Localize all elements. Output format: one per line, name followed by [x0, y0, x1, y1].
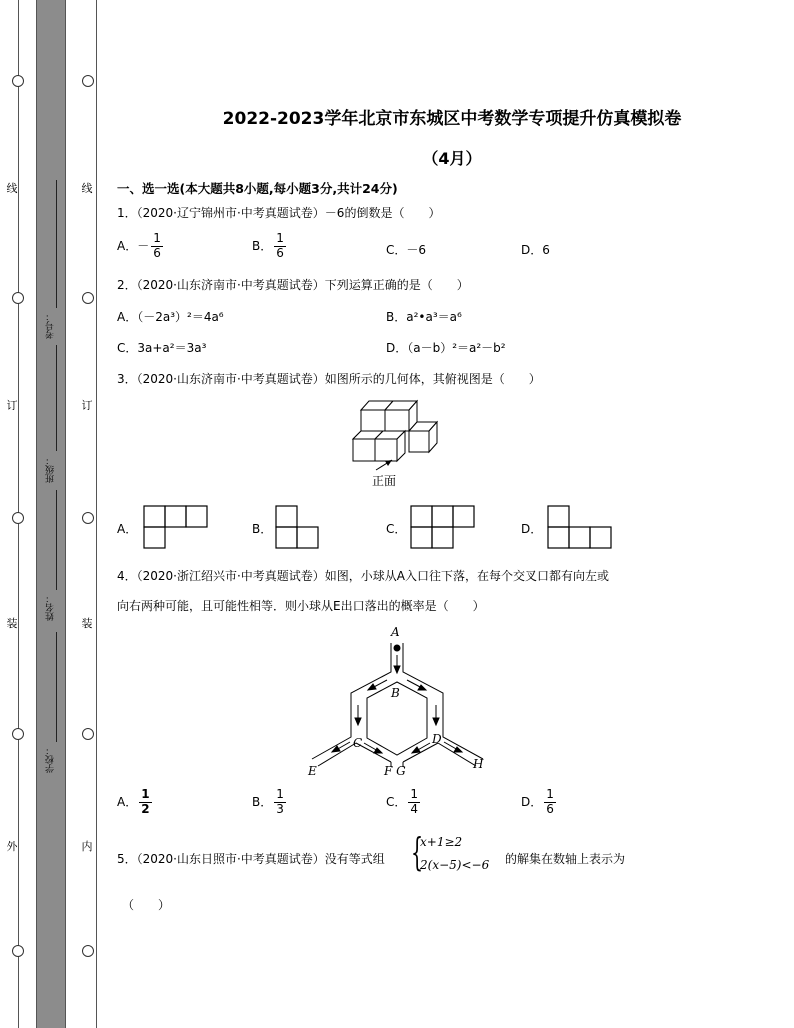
- binding-hole: [12, 945, 24, 957]
- q1-option-b-fraction: [274, 232, 286, 261]
- margin-char-xian: 线: [6, 182, 18, 195]
- question-5-stem: 5．（2020·山东日照市·中考真题试卷）没有等式组: [117, 852, 385, 866]
- q3-option-b-figure[interactable]: [275, 505, 321, 549]
- inequality-1: x+1≥2: [420, 835, 463, 849]
- q3-option-d-figure[interactable]: [547, 505, 613, 549]
- q4-option-b[interactable]: [252, 788, 288, 817]
- question-3-stem: 3．（2020·山东济南市·中考真题试卷）如图所示的几何体，其俯视图是（ ）: [117, 372, 541, 386]
- q1-option-a-label: A．: [117, 238, 138, 253]
- binding-hole: [12, 512, 24, 524]
- field-label-name: 姓名：: [46, 594, 56, 621]
- ball-icon: [394, 645, 401, 652]
- margin-char-xian-inner: 线: [81, 182, 93, 195]
- front-view-arrow: [370, 458, 400, 472]
- fraction-denominator: 6: [546, 801, 554, 816]
- q2-option-d[interactable]: D．（a－b）²＝a²－b²: [386, 341, 506, 355]
- q3-option-c-figure[interactable]: [410, 505, 476, 549]
- margin-char-ding-inner: 订: [81, 399, 93, 412]
- q4-option-d[interactable]: [521, 788, 558, 817]
- q2-option-c[interactable]: C．3a+a²＝3a³: [117, 341, 207, 355]
- q4-option-b-label: B．: [252, 794, 273, 809]
- q1-option-a-fraction: [151, 232, 163, 261]
- binding-hole: [82, 728, 94, 740]
- fraction-numerator: 1: [546, 787, 554, 801]
- margin-char-zhuang-inner: 装: [81, 617, 93, 630]
- margin-rule-inner: [96, 0, 97, 1028]
- field-line-name[interactable]: [56, 490, 57, 590]
- q3-option-a-figure[interactable]: [143, 505, 209, 549]
- q4-option-a-fraction: [139, 788, 151, 817]
- inequality-brace: {: [411, 830, 424, 874]
- q2-option-a[interactable]: A．（－2a³）²＝4a⁶: [117, 310, 224, 324]
- figure-point-fg: F G: [384, 764, 406, 778]
- fraction-denominator: 6: [153, 245, 161, 260]
- field-label-exam-number: 考号：: [46, 312, 56, 339]
- ball-drop-hexagon-figure: [300, 625, 500, 785]
- fraction-denominator: 3: [276, 801, 284, 816]
- field-label-school: 学校：: [46, 746, 56, 773]
- q1-option-d[interactable]: D．6: [521, 243, 550, 257]
- fraction-numerator: 1: [276, 231, 284, 245]
- figure-point-h: H: [473, 757, 484, 771]
- q1-option-a-sign: －: [137, 238, 150, 253]
- question-5-answer-blank[interactable]: （ ）: [122, 898, 171, 912]
- q1-option-b[interactable]: [252, 232, 288, 261]
- q4-option-d-fraction: [544, 788, 556, 817]
- figure-point-a: A: [391, 625, 400, 639]
- q3-option-a-label[interactable]: A．: [117, 522, 138, 536]
- question-1-stem: 1．（2020·辽宁锦州市·中考真题试卷）－6的倒数是（ ）: [117, 206, 441, 220]
- fraction-denominator: 2: [141, 801, 150, 816]
- field-label-class: 班级：: [46, 456, 56, 483]
- binding-hole: [82, 512, 94, 524]
- field-line-exam-number[interactable]: [56, 180, 57, 308]
- binding-hole: [12, 728, 24, 740]
- figure-point-c: C: [353, 736, 363, 750]
- margin-char-nei: 内: [81, 840, 93, 853]
- q1-option-a[interactable]: [117, 232, 165, 261]
- q2-option-b[interactable]: B．a²•a³＝a⁶: [386, 310, 462, 324]
- q4-option-b-fraction: [274, 788, 286, 817]
- front-view-label: 正面: [372, 474, 397, 488]
- question-4-stem-line-2: 向右两种可能，且可能性相等．则小球从E出口落出的概率是（ ）: [117, 599, 485, 613]
- cube-solid-figure: [345, 395, 445, 465]
- question-4-stem-line-1: 4．（2020·浙江绍兴市·中考真题试卷）如图，小球从A入口往下落，在每个交叉口都有向左或: [117, 569, 610, 583]
- q3-option-c-label[interactable]: C．: [386, 522, 407, 536]
- margin-char-ding: 订: [6, 399, 18, 412]
- q4-option-d-label: D．: [521, 794, 543, 809]
- inequality-2: 2(x−5)<−6: [420, 858, 490, 872]
- fraction-denominator: 6: [276, 245, 284, 260]
- binding-margin: [0, 0, 110, 1028]
- q4-option-c-label: C．: [386, 794, 407, 809]
- binding-hole: [82, 945, 94, 957]
- fraction-numerator: 1: [153, 231, 161, 245]
- field-line-class[interactable]: [56, 345, 57, 451]
- q4-option-a[interactable]: [117, 788, 154, 817]
- binding-hole: [12, 75, 24, 87]
- figure-point-e: E: [308, 764, 317, 778]
- question-2-stem: 2．（2020·山东济南市·中考真题试卷）下列运算正确的是（ ）: [117, 278, 469, 292]
- binding-hole: [82, 75, 94, 87]
- q1-option-b-label: B．: [252, 238, 273, 253]
- q4-option-c-fraction: [408, 788, 420, 817]
- q4-option-c[interactable]: [386, 788, 422, 817]
- q1-option-c[interactable]: C．－6: [386, 243, 427, 257]
- fraction-numerator: 1: [141, 787, 150, 801]
- margin-gray-bar: [36, 0, 66, 1028]
- margin-char-wai: 外: [6, 840, 18, 853]
- fraction-numerator: 1: [410, 787, 419, 801]
- q4-option-a-label: A．: [117, 794, 138, 809]
- figure-point-d: D: [432, 732, 442, 746]
- page-subtitle: （4月）: [422, 149, 482, 168]
- fraction-numerator: 1: [276, 787, 284, 801]
- fraction-denominator: 4: [410, 801, 419, 816]
- field-line-school[interactable]: [56, 632, 57, 742]
- margin-char-zhuang: 装: [6, 617, 18, 630]
- q3-option-b-label[interactable]: B．: [252, 522, 273, 536]
- page-title: 2022-2023学年北京市东城区中考数学专项提升仿真模拟卷: [222, 109, 682, 129]
- figure-point-b: B: [391, 686, 400, 700]
- binding-hole: [12, 292, 24, 304]
- question-5-stem-end: 的解集在数轴上表示为: [505, 852, 626, 866]
- q3-option-d-label[interactable]: D．: [521, 522, 543, 536]
- section-heading: 一、选一选(本大题共8小题,每小题3分,共计24分): [117, 181, 398, 196]
- binding-hole: [82, 292, 94, 304]
